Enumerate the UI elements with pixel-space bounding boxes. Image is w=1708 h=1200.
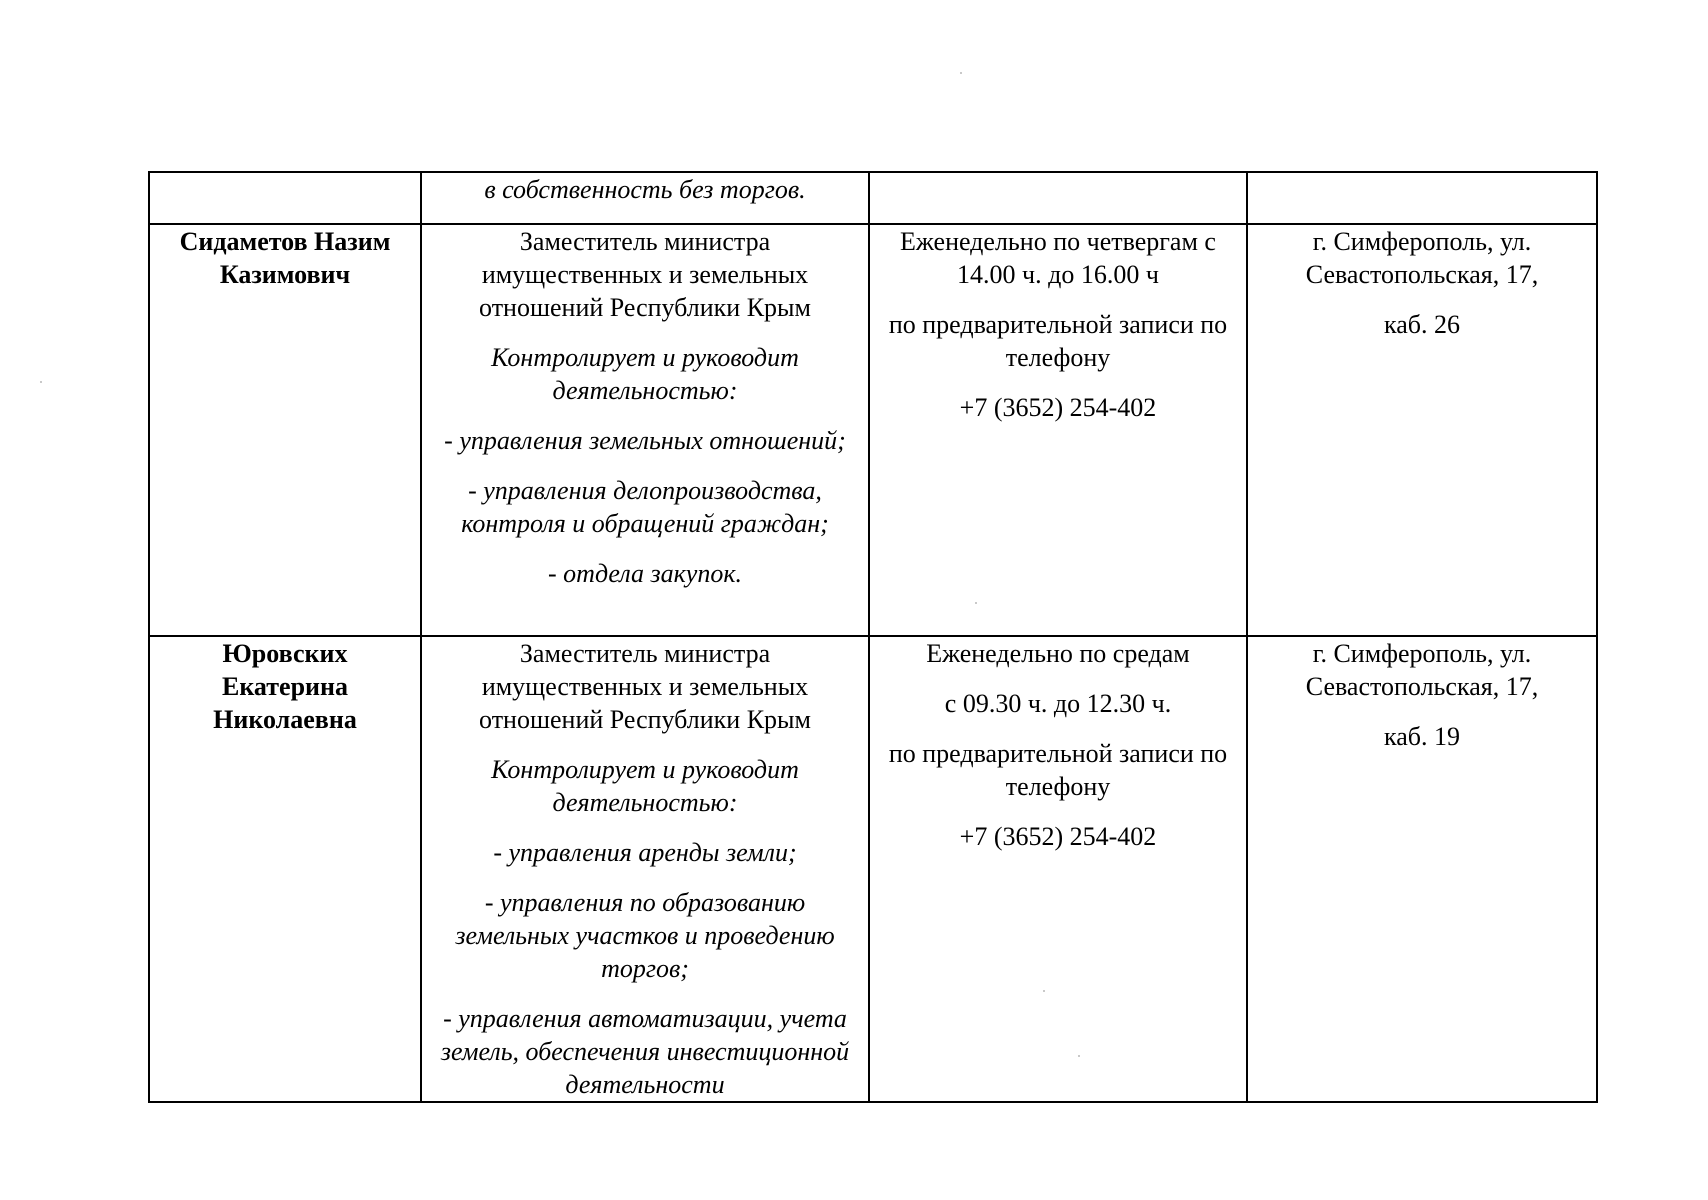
duty-item: - управления по образованию земельных участков и проведению торгов; (455, 888, 835, 983)
official-name: Юровских Екатерина Николаевна (213, 639, 357, 734)
duty-item: - управления земельных отношений; (444, 426, 846, 455)
office-number: каб. 19 (1383, 722, 1460, 751)
name-cell (149, 224, 421, 636)
office-number: каб. 26 (1383, 310, 1460, 339)
table-row (149, 224, 1597, 636)
reception-time: с 09.30 ч. до 12.30 ч. (944, 689, 1172, 718)
position-title: Заместитель министра имущественных и земельных отношений Республики Крым (479, 227, 811, 322)
name-cell (149, 172, 421, 224)
position-cell (421, 172, 869, 224)
schedule-cell (869, 636, 1247, 1102)
address: г. Симферополь, ул. Севастопольская, 17, (1305, 227, 1539, 289)
reception-schedule: Еженедельно по четвергам с 14.00 ч. до 16.00 ч (900, 227, 1216, 289)
scan-speck (1043, 990, 1045, 992)
scan-speck (975, 602, 977, 604)
phone-number: +7 (3652) 254-402 (959, 822, 1157, 851)
name-cell (149, 636, 421, 1102)
phone-number: +7 (3652) 254-402 (959, 393, 1157, 422)
address-cell (1247, 636, 1597, 1102)
appointment-note: по предварительной записи по телефону (888, 739, 1228, 801)
reception-schedule-table (148, 171, 1598, 1103)
address: г. Симферополь, ул. Севастопольская, 17, (1305, 639, 1539, 701)
duty-item: - управления делопроизводства, контроля и обращений граждан; (461, 476, 829, 538)
duty-continuation: в собственность без торгов. (484, 175, 806, 204)
scan-speck (1078, 1055, 1080, 1057)
duty-item: - отдела закупок. (548, 559, 742, 588)
address-cell (1247, 224, 1597, 636)
schedule-cell (869, 224, 1247, 636)
position-cell (421, 636, 869, 1102)
scan-speck (40, 381, 42, 383)
address-cell (1247, 172, 1597, 224)
scan-speck (960, 72, 962, 74)
official-name: Сидаметов Назим Казимович (179, 227, 391, 289)
appointment-note: по предварительной записи по телефону (888, 310, 1228, 372)
schedule-cell (869, 172, 1247, 224)
table-row (149, 172, 1597, 224)
duty-item: - управления автоматизации, учета земель, обеспечения инвестиционной деятельности (440, 1004, 850, 1099)
table-row (149, 636, 1597, 1102)
position-title: Заместитель министра имущественных и земельных отношений Республики Крым (479, 639, 811, 734)
duty-item: - управления аренды земли; (493, 838, 797, 867)
controls-label: Контролирует и руководит деятельностью: (491, 343, 799, 405)
controls-label: Контролирует и руководит деятельностью: (491, 755, 799, 817)
position-cell (421, 224, 869, 636)
reception-schedule: Еженедельно по средам (926, 639, 1190, 668)
